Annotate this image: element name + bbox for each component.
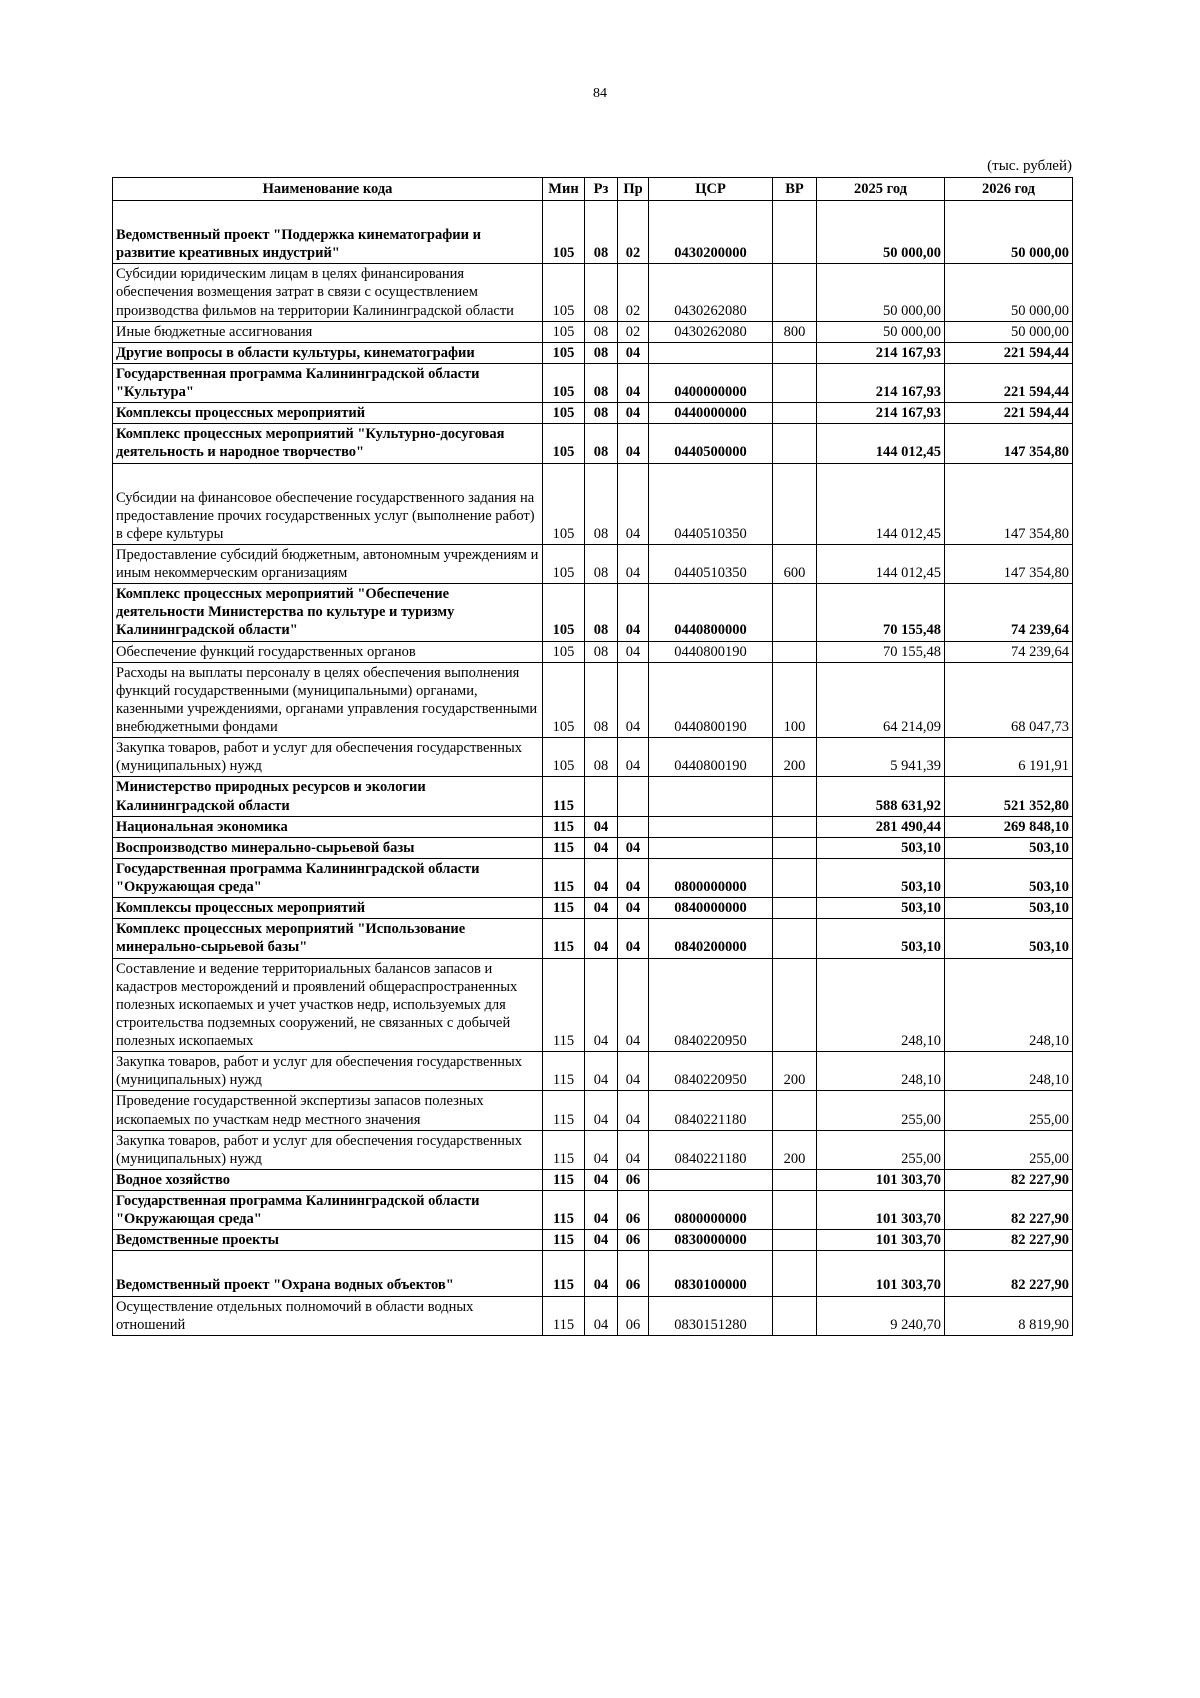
cell-pr xyxy=(618,777,649,816)
cell-pr: 04 xyxy=(618,662,649,738)
cell-2026: 221 594,44 xyxy=(945,342,1073,363)
cell-2025: 50 000,00 xyxy=(817,225,945,264)
spacer-cell xyxy=(817,201,945,226)
cell-name: Субсидии юридическим лицам в целях финансирования обеспечения возмещения затрат в связи с осуществлением производства фильмов на территории Калининградской области xyxy=(113,264,543,321)
cell-pr: 04 xyxy=(618,544,649,583)
cell-2026: 221 594,44 xyxy=(945,363,1073,402)
cell-min: 115 xyxy=(543,1130,585,1169)
table-body xyxy=(113,201,1073,1336)
cell-2026: 521 352,80 xyxy=(945,777,1073,816)
table-row xyxy=(113,403,1073,424)
cell-2025: 255,00 xyxy=(817,1130,945,1169)
cell-2025: 50 000,00 xyxy=(817,264,945,321)
cell-csr xyxy=(649,777,773,816)
cell-pr: 04 xyxy=(618,1091,649,1130)
cell-name: Комплексы процессных мероприятий xyxy=(113,898,543,919)
cell-2026: 82 227,90 xyxy=(945,1275,1073,1296)
cell-vr: 200 xyxy=(773,1130,817,1169)
table-row xyxy=(113,738,1073,777)
cell-pr: 04 xyxy=(618,898,649,919)
cell-2025: 503,10 xyxy=(817,919,945,958)
cell-2025: 503,10 xyxy=(817,898,945,919)
spacer-cell xyxy=(618,201,649,226)
cell-min: 105 xyxy=(543,342,585,363)
cell-name: Воспроизводство минерально-сырьевой базы xyxy=(113,837,543,858)
cell-2026: 269 848,10 xyxy=(945,816,1073,837)
cell-pr: 04 xyxy=(618,738,649,777)
cell-min: 105 xyxy=(543,363,585,402)
spacer-cell xyxy=(585,1251,618,1276)
cell-min: 115 xyxy=(543,1296,585,1335)
cell-pr: 04 xyxy=(618,584,649,641)
cell-csr: 0840220950 xyxy=(649,958,773,1052)
header-rz: Рз xyxy=(585,178,618,201)
cell-rz: 08 xyxy=(585,363,618,402)
cell-pr: 04 xyxy=(618,488,649,545)
cell-vr xyxy=(773,777,817,816)
cell-2026: 82 227,90 xyxy=(945,1191,1073,1230)
cell-pr: 02 xyxy=(618,321,649,342)
budget-table xyxy=(112,177,1073,1336)
cell-min: 105 xyxy=(543,264,585,321)
cell-name: Комплекс процессных мероприятий "Культурно-досуговая деятельность и народное творчество" xyxy=(113,424,543,463)
cell-rz: 04 xyxy=(585,1275,618,1296)
cell-vr xyxy=(773,837,817,858)
cell-name: Предоставление субсидий бюджетным, автономным учреждениям и иным некоммерческим организациям xyxy=(113,544,543,583)
cell-2026: 248,10 xyxy=(945,958,1073,1052)
spacer-cell xyxy=(585,463,618,488)
cell-name: Комплекс процессных мероприятий "Использование минерально-сырьевой базы" xyxy=(113,919,543,958)
cell-2025: 248,10 xyxy=(817,1052,945,1091)
cell-rz: 04 xyxy=(585,1130,618,1169)
cell-2025: 144 012,45 xyxy=(817,424,945,463)
cell-min: 115 xyxy=(543,1169,585,1190)
cell-2025: 101 303,70 xyxy=(817,1191,945,1230)
cell-2025: 503,10 xyxy=(817,858,945,897)
cell-2026: 50 000,00 xyxy=(945,264,1073,321)
cell-2025: 64 214,09 xyxy=(817,662,945,738)
cell-2026: 74 239,64 xyxy=(945,584,1073,641)
cell-vr xyxy=(773,958,817,1052)
table-row xyxy=(113,777,1073,816)
cell-min: 105 xyxy=(543,738,585,777)
spacer-row xyxy=(113,463,1073,488)
cell-min: 115 xyxy=(543,1052,585,1091)
cell-csr: 0840000000 xyxy=(649,898,773,919)
cell-rz: 08 xyxy=(585,342,618,363)
cell-name: Закупка товаров, работ и услуг для обеспечения государственных (муниципальных) нужд xyxy=(113,1130,543,1169)
cell-vr xyxy=(773,1169,817,1190)
cell-rz: 04 xyxy=(585,1191,618,1230)
table-row xyxy=(113,321,1073,342)
cell-csr: 0440800000 xyxy=(649,584,773,641)
cell-rz: 04 xyxy=(585,816,618,837)
cell-2026: 147 354,80 xyxy=(945,544,1073,583)
cell-csr: 0440800190 xyxy=(649,662,773,738)
cell-2025: 214 167,93 xyxy=(817,403,945,424)
cell-2026: 68 047,73 xyxy=(945,662,1073,738)
cell-rz: 04 xyxy=(585,919,618,958)
spacer-cell xyxy=(113,463,543,488)
cell-name: Иные бюджетные ассигнования xyxy=(113,321,543,342)
spacer-cell xyxy=(543,201,585,226)
cell-2026: 82 227,90 xyxy=(945,1169,1073,1190)
table-row xyxy=(113,1230,1073,1251)
cell-rz: 04 xyxy=(585,1091,618,1130)
table-row xyxy=(113,225,1073,264)
cell-rz: 04 xyxy=(585,1296,618,1335)
table-row xyxy=(113,1052,1073,1091)
table-row xyxy=(113,1130,1073,1169)
cell-pr: 06 xyxy=(618,1191,649,1230)
cell-rz: 04 xyxy=(585,1230,618,1251)
cell-min: 115 xyxy=(543,919,585,958)
table-row xyxy=(113,544,1073,583)
cell-csr: 0830100000 xyxy=(649,1275,773,1296)
cell-min: 105 xyxy=(543,584,585,641)
cell-csr: 0430262080 xyxy=(649,321,773,342)
cell-rz: 04 xyxy=(585,1169,618,1190)
cell-vr: 800 xyxy=(773,321,817,342)
cell-2025: 281 490,44 xyxy=(817,816,945,837)
header-2026: 2026 год xyxy=(945,178,1073,201)
cell-name: Комплекс процессных мероприятий "Обеспечение деятельности Министерства по культуре и туризму Калининградской области" xyxy=(113,584,543,641)
cell-name: Другие вопросы в области культуры, кинематографии xyxy=(113,342,543,363)
cell-csr: 0800000000 xyxy=(649,1191,773,1230)
table-row xyxy=(113,1191,1073,1230)
cell-pr: 04 xyxy=(618,641,649,662)
cell-vr xyxy=(773,898,817,919)
spacer-row xyxy=(113,201,1073,226)
cell-min: 115 xyxy=(543,1275,585,1296)
cell-vr xyxy=(773,919,817,958)
cell-2026: 255,00 xyxy=(945,1091,1073,1130)
cell-pr: 04 xyxy=(618,958,649,1052)
cell-csr xyxy=(649,1169,773,1190)
spacer-cell xyxy=(618,1251,649,1276)
cell-name: Национальная экономика xyxy=(113,816,543,837)
table-row xyxy=(113,641,1073,662)
cell-2026: 255,00 xyxy=(945,1130,1073,1169)
cell-vr: 200 xyxy=(773,738,817,777)
spacer-cell xyxy=(113,201,543,226)
cell-2026: 147 354,80 xyxy=(945,424,1073,463)
cell-2025: 214 167,93 xyxy=(817,342,945,363)
cell-name: Расходы на выплаты персоналу в целях обеспечения выполнения функций государственными (муниципальными) органами, казенными учреждениями, органами управления государственными внебюджетными фондами xyxy=(113,662,543,738)
cell-2025: 144 012,45 xyxy=(817,488,945,545)
table-row xyxy=(113,1275,1073,1296)
cell-rz: 08 xyxy=(585,544,618,583)
cell-min: 105 xyxy=(543,488,585,545)
cell-name: Водное хозяйство xyxy=(113,1169,543,1190)
cell-rz: 08 xyxy=(585,264,618,321)
cell-pr: 06 xyxy=(618,1230,649,1251)
cell-pr: 02 xyxy=(618,225,649,264)
cell-csr: 0440510350 xyxy=(649,544,773,583)
cell-rz: 08 xyxy=(585,488,618,545)
cell-min: 115 xyxy=(543,858,585,897)
cell-2025: 144 012,45 xyxy=(817,544,945,583)
cell-vr: 100 xyxy=(773,662,817,738)
spacer-cell xyxy=(817,463,945,488)
cell-csr: 0840221180 xyxy=(649,1091,773,1130)
cell-vr: 600 xyxy=(773,544,817,583)
cell-vr xyxy=(773,1230,817,1251)
cell-csr xyxy=(649,342,773,363)
table-row xyxy=(113,1169,1073,1190)
cell-csr: 0400000000 xyxy=(649,363,773,402)
cell-vr xyxy=(773,858,817,897)
cell-2026: 147 354,80 xyxy=(945,488,1073,545)
cell-2026: 503,10 xyxy=(945,837,1073,858)
cell-2026: 6 191,91 xyxy=(945,738,1073,777)
cell-csr: 0440000000 xyxy=(649,403,773,424)
cell-name: Закупка товаров, работ и услуг для обеспечения государственных (муниципальных) нужд xyxy=(113,738,543,777)
cell-pr xyxy=(618,816,649,837)
cell-name: Государственная программа Калининградской области "Окружающая среда" xyxy=(113,1191,543,1230)
cell-name: Министерство природных ресурсов и экологии Калининградской области xyxy=(113,777,543,816)
spacer-cell xyxy=(543,1251,585,1276)
cell-min: 115 xyxy=(543,1091,585,1130)
cell-pr: 04 xyxy=(618,1130,649,1169)
spacer-cell xyxy=(649,1251,773,1276)
cell-2026: 503,10 xyxy=(945,898,1073,919)
table-row xyxy=(113,919,1073,958)
table-row xyxy=(113,662,1073,738)
cell-csr xyxy=(649,837,773,858)
cell-2025: 101 303,70 xyxy=(817,1275,945,1296)
cell-pr: 04 xyxy=(618,363,649,402)
cell-pr: 06 xyxy=(618,1275,649,1296)
header-csr: ЦСР xyxy=(649,178,773,201)
cell-csr: 0830000000 xyxy=(649,1230,773,1251)
cell-2025: 248,10 xyxy=(817,958,945,1052)
spacer-cell xyxy=(817,1251,945,1276)
table-row xyxy=(113,488,1073,545)
cell-pr: 04 xyxy=(618,1052,649,1091)
cell-rz: 08 xyxy=(585,225,618,264)
cell-vr xyxy=(773,225,817,264)
spacer-cell xyxy=(773,463,817,488)
header-2025: 2025 год xyxy=(817,178,945,201)
cell-name: Ведомственные проекты xyxy=(113,1230,543,1251)
cell-min: 105 xyxy=(543,403,585,424)
cell-2026: 221 594,44 xyxy=(945,403,1073,424)
cell-name: Проведение государственной экспертизы запасов полезных ископаемых по участкам недр местного значения xyxy=(113,1091,543,1130)
cell-2025: 50 000,00 xyxy=(817,321,945,342)
cell-rz: 08 xyxy=(585,321,618,342)
cell-2026: 248,10 xyxy=(945,1052,1073,1091)
cell-csr: 0830151280 xyxy=(649,1296,773,1335)
spacer-cell xyxy=(543,463,585,488)
cell-vr xyxy=(773,424,817,463)
table-row xyxy=(113,1091,1073,1130)
cell-name: Ведомственный проект "Охрана водных объектов" xyxy=(113,1275,543,1296)
cell-2026: 503,10 xyxy=(945,858,1073,897)
cell-pr: 06 xyxy=(618,1169,649,1190)
cell-min: 105 xyxy=(543,641,585,662)
cell-min: 115 xyxy=(543,837,585,858)
cell-min: 105 xyxy=(543,225,585,264)
cell-min: 115 xyxy=(543,898,585,919)
cell-2025: 5 941,39 xyxy=(817,738,945,777)
cell-2025: 255,00 xyxy=(817,1091,945,1130)
table-row xyxy=(113,584,1073,641)
cell-vr xyxy=(773,584,817,641)
cell-name: Государственная программа Калининградской области "Культура" xyxy=(113,363,543,402)
cell-2026: 82 227,90 xyxy=(945,1230,1073,1251)
spacer-cell xyxy=(113,1251,543,1276)
cell-csr: 0440800190 xyxy=(649,738,773,777)
cell-rz: 08 xyxy=(585,662,618,738)
cell-rz: 04 xyxy=(585,898,618,919)
table-row xyxy=(113,837,1073,858)
cell-rz: 08 xyxy=(585,424,618,463)
cell-vr xyxy=(773,403,817,424)
cell-rz: 08 xyxy=(585,584,618,641)
cell-rz: 04 xyxy=(585,837,618,858)
cell-vr xyxy=(773,1275,817,1296)
cell-rz: 08 xyxy=(585,403,618,424)
spacer-cell xyxy=(773,201,817,226)
cell-min: 105 xyxy=(543,321,585,342)
cell-name: Ведомственный проект "Поддержка кинематографии и развитие креативных индустрий" xyxy=(113,225,543,264)
spacer-cell xyxy=(649,201,773,226)
cell-rz: 08 xyxy=(585,738,618,777)
cell-pr: 02 xyxy=(618,264,649,321)
cell-vr xyxy=(773,342,817,363)
table-row xyxy=(113,858,1073,897)
cell-rz: 08 xyxy=(585,641,618,662)
cell-rz xyxy=(585,777,618,816)
cell-min: 115 xyxy=(543,816,585,837)
cell-vr xyxy=(773,816,817,837)
spacer-cell xyxy=(585,201,618,226)
cell-csr: 0840221180 xyxy=(649,1130,773,1169)
cell-csr xyxy=(649,816,773,837)
cell-2025: 503,10 xyxy=(817,837,945,858)
cell-vr xyxy=(773,641,817,662)
cell-2026: 50 000,00 xyxy=(945,321,1073,342)
table-row xyxy=(113,363,1073,402)
cell-vr xyxy=(773,488,817,545)
spacer-cell xyxy=(618,463,649,488)
cell-min: 105 xyxy=(543,424,585,463)
table-row xyxy=(113,898,1073,919)
cell-name: Составление и ведение территориальных балансов запасов и кадастров месторождений и проявлений общераспространенных полезных ископаемых и учет участков недр, используемых для строительства подземных сооружений, не связанных с добычей полезных ископаемых xyxy=(113,958,543,1052)
cell-2025: 214 167,93 xyxy=(817,363,945,402)
header-row xyxy=(113,178,1073,201)
spacer-cell xyxy=(945,1251,1073,1276)
spacer-cell xyxy=(773,1251,817,1276)
table-row xyxy=(113,424,1073,463)
cell-rz: 04 xyxy=(585,958,618,1052)
cell-csr: 0840200000 xyxy=(649,919,773,958)
cell-min: 105 xyxy=(543,544,585,583)
cell-name: Обеспечение функций государственных органов xyxy=(113,641,543,662)
cell-vr xyxy=(773,1191,817,1230)
table-row xyxy=(113,958,1073,1052)
table-row xyxy=(113,816,1073,837)
table-row xyxy=(113,342,1073,363)
cell-name: Закупка товаров, работ и услуг для обеспечения государственных (муниципальных) нужд xyxy=(113,1052,543,1091)
cell-vr xyxy=(773,1091,817,1130)
cell-min: 115 xyxy=(543,777,585,816)
cell-rz: 04 xyxy=(585,858,618,897)
cell-vr xyxy=(773,264,817,321)
cell-min: 115 xyxy=(543,958,585,1052)
cell-name: Комплексы процессных мероприятий xyxy=(113,403,543,424)
page-number: 84 xyxy=(593,86,607,101)
cell-csr: 0800000000 xyxy=(649,858,773,897)
cell-pr: 04 xyxy=(618,837,649,858)
cell-min: 115 xyxy=(543,1230,585,1251)
cell-pr: 04 xyxy=(618,403,649,424)
header-vr: ВР xyxy=(773,178,817,201)
cell-2025: 101 303,70 xyxy=(817,1169,945,1190)
table-row xyxy=(113,1296,1073,1335)
cell-csr: 0430262080 xyxy=(649,264,773,321)
cell-pr: 04 xyxy=(618,919,649,958)
cell-2025: 588 631,92 xyxy=(817,777,945,816)
cell-vr: 200 xyxy=(773,1052,817,1091)
table-row xyxy=(113,264,1073,321)
cell-pr: 06 xyxy=(618,1296,649,1335)
units-label: (тыс. рублей) xyxy=(987,158,1072,174)
cell-csr: 0840220950 xyxy=(649,1052,773,1091)
cell-csr: 0430200000 xyxy=(649,225,773,264)
spacer-cell xyxy=(649,463,773,488)
spacer-cell xyxy=(945,201,1073,226)
cell-2026: 8 819,90 xyxy=(945,1296,1073,1335)
cell-name: Государственная программа Калининградской области "Окружающая среда" xyxy=(113,858,543,897)
spacer-cell xyxy=(945,463,1073,488)
cell-name: Субсидии на финансовое обеспечение государственного задания на предоставление прочих государственных услуг (выполнение работ) в сфере культуры xyxy=(113,488,543,545)
header-pr: Пр xyxy=(618,178,649,201)
spacer-row xyxy=(113,1251,1073,1276)
cell-vr xyxy=(773,1296,817,1335)
cell-2026: 503,10 xyxy=(945,919,1073,958)
cell-csr: 0440510350 xyxy=(649,488,773,545)
table-header xyxy=(113,178,1073,201)
header-name: Наименование кода xyxy=(113,178,543,201)
cell-min: 105 xyxy=(543,662,585,738)
header-min: Мин xyxy=(543,178,585,201)
cell-min: 115 xyxy=(543,1191,585,1230)
cell-2026: 74 239,64 xyxy=(945,641,1073,662)
cell-2026: 50 000,00 xyxy=(945,225,1073,264)
cell-2025: 70 155,48 xyxy=(817,641,945,662)
cell-2025: 101 303,70 xyxy=(817,1230,945,1251)
cell-pr: 04 xyxy=(618,858,649,897)
cell-pr: 04 xyxy=(618,424,649,463)
cell-2025: 70 155,48 xyxy=(817,584,945,641)
cell-2025: 9 240,70 xyxy=(817,1296,945,1335)
cell-pr: 04 xyxy=(618,342,649,363)
cell-rz: 04 xyxy=(585,1052,618,1091)
cell-vr xyxy=(773,363,817,402)
cell-csr: 0440800190 xyxy=(649,641,773,662)
cell-csr: 0440500000 xyxy=(649,424,773,463)
cell-name: Осуществление отдельных полномочий в области водных отношений xyxy=(113,1296,543,1335)
